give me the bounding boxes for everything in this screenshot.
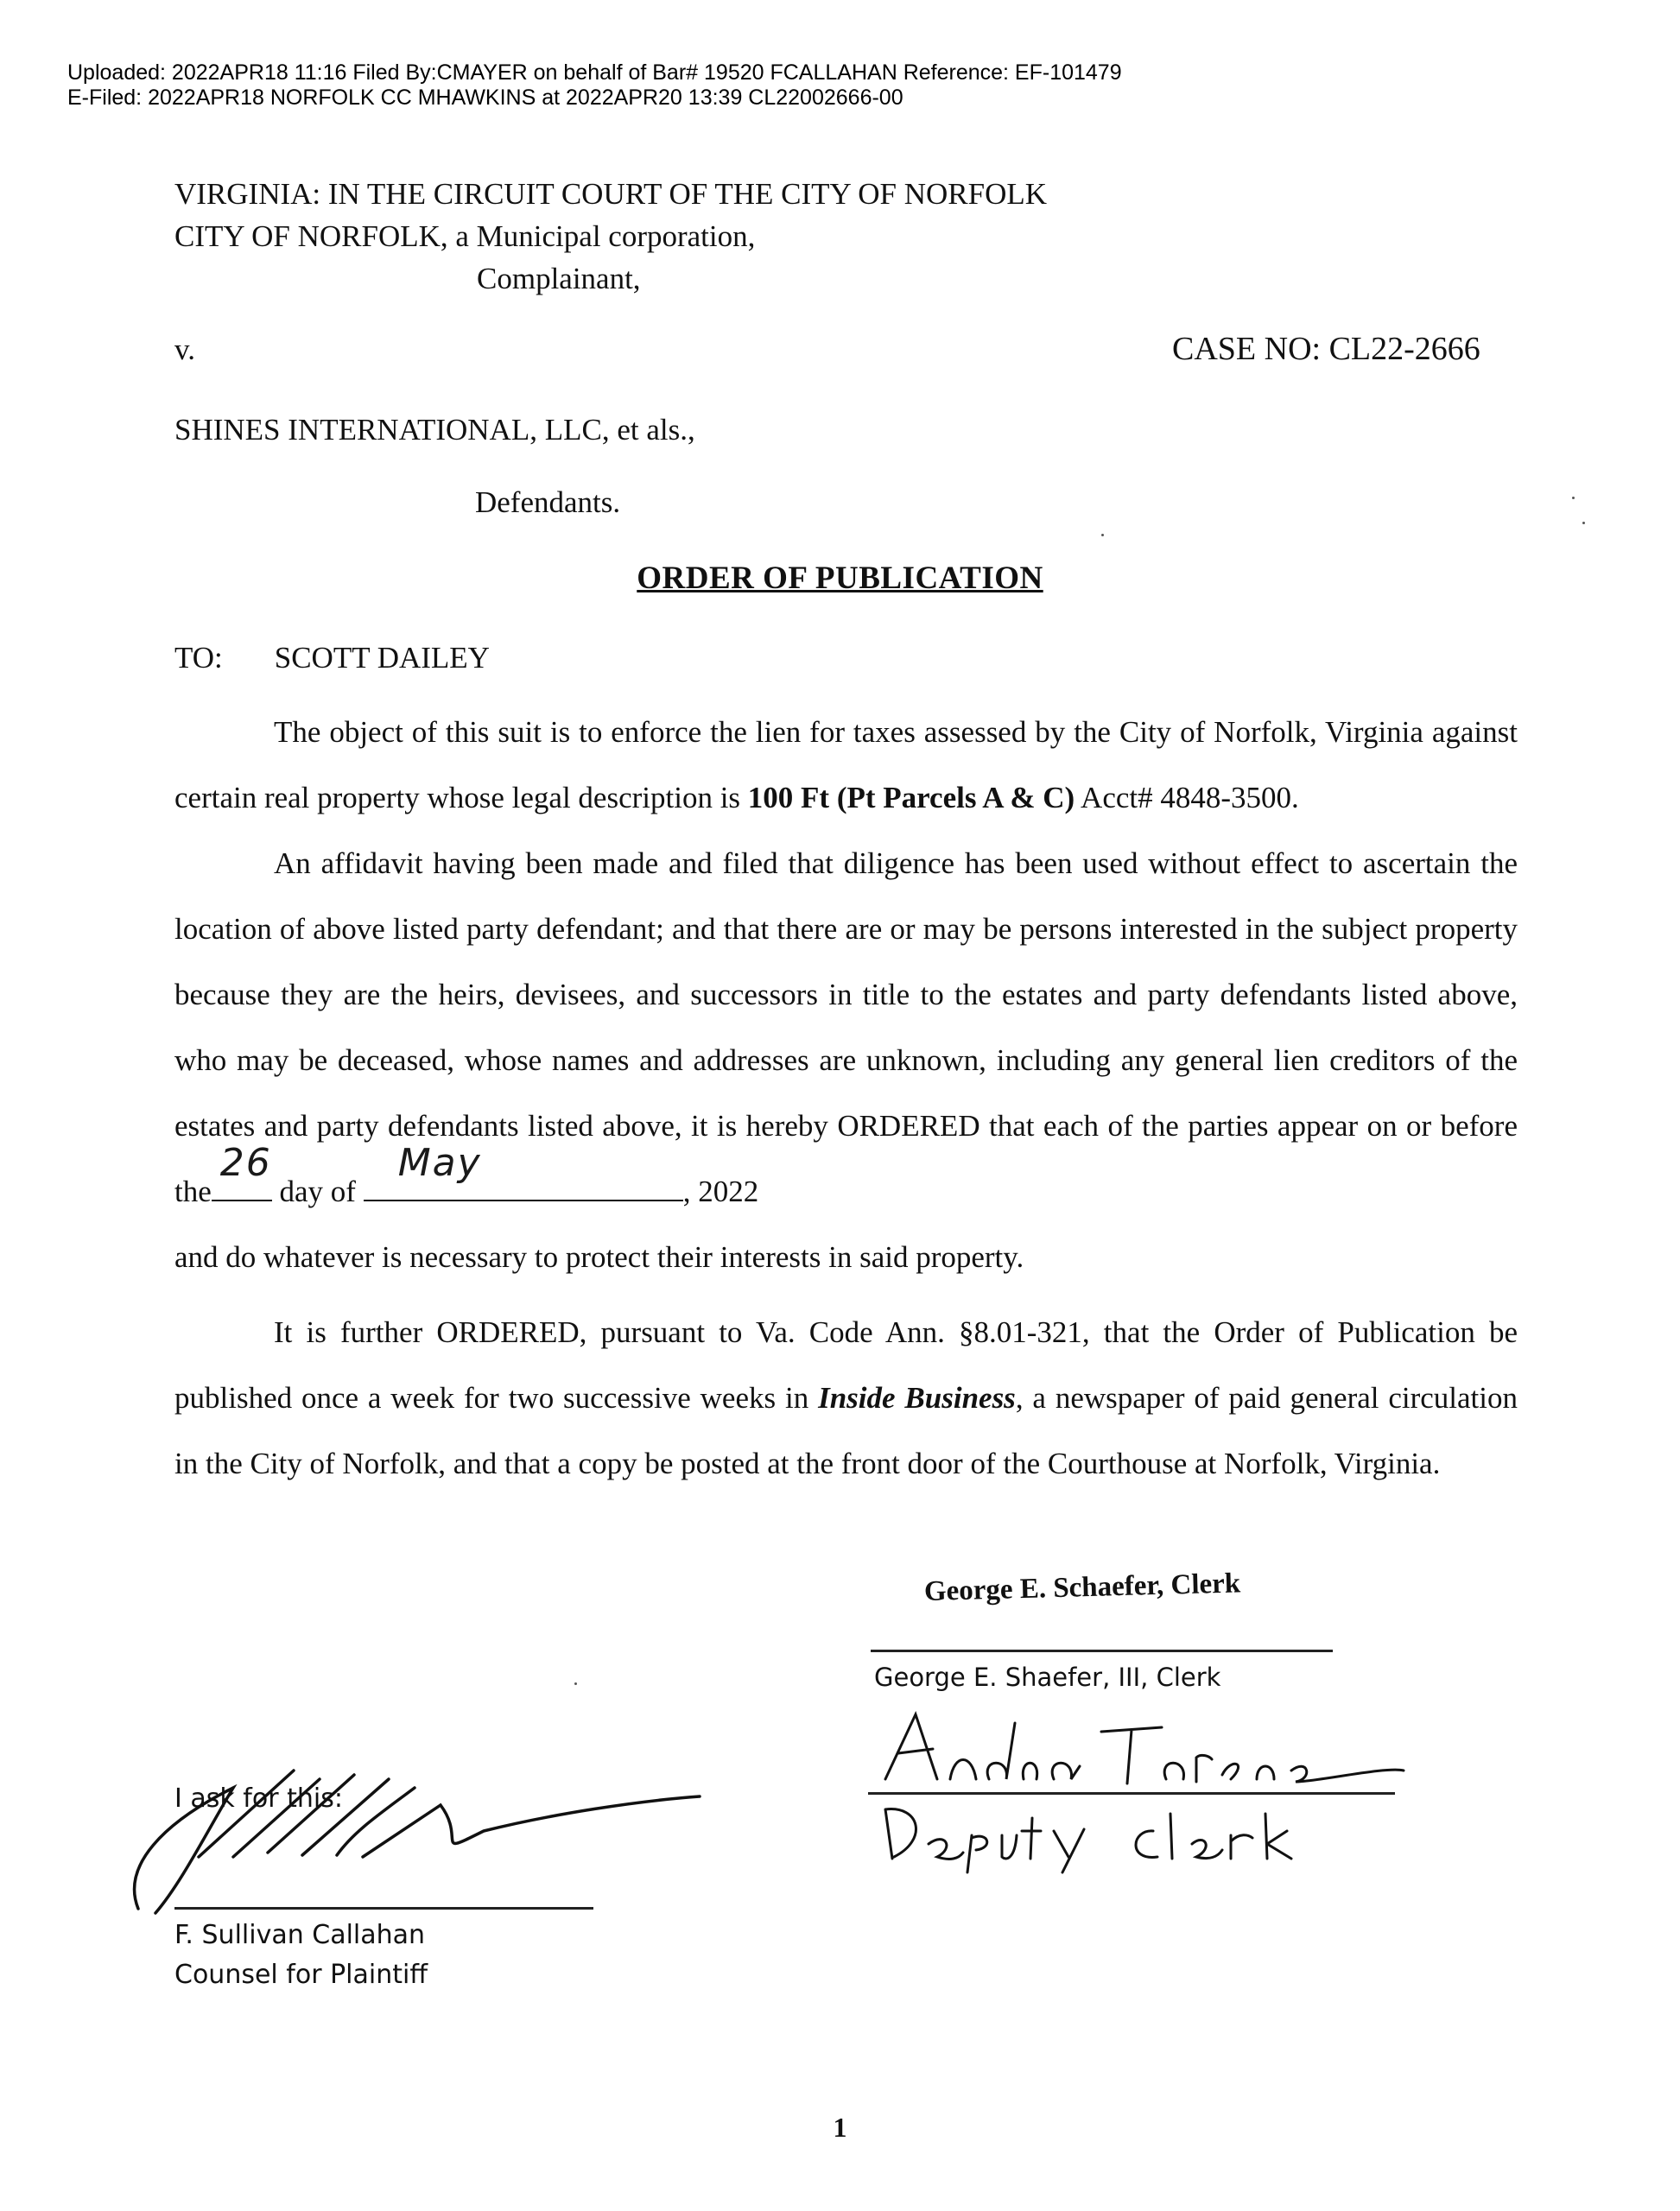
para2-text: An affidavit having been made and filed that diligence has been used without effect to ascertain the location of above listed party defendant; and that there are or may be persons interested in the subject property because they are the heirs, devisees, and successors in title to the estates and party defendants listed above, who may be deceased, whose names and addresses are unknown, including any general lien creditors of the estates and party defendants listed above, it is hereby ORDERED that each of the parties appear on or before the — [174, 846, 1518, 1208]
attorney-name: F. Sullivan Callahan — [174, 1920, 426, 1950]
month-blank — [364, 1141, 683, 1201]
para1-text-b: Acct# 4848-3500. — [1075, 781, 1299, 814]
scan-speck — [1101, 534, 1104, 536]
deputy-clerk-signature — [868, 1706, 1421, 1792]
attorney-role: Counsel for Plaintiff — [174, 1960, 428, 1990]
para2-tail: and do whatever is necessary to protect their interests in said property. — [174, 1240, 1024, 1274]
clerk-stamp: George E. Schaefer, Clerk — [923, 1568, 1241, 1607]
paragraph-publication — [174, 1300, 1518, 1497]
handwritten-month: May — [397, 1141, 482, 1185]
to-label: TO: — [174, 641, 223, 675]
paragraph-object-of-suit — [174, 700, 1518, 831]
addressee-name: SCOTT DAILEY — [274, 641, 490, 675]
attorney-signature — [104, 1753, 726, 1917]
deputy-clerk-label-handwritten — [868, 1796, 1352, 1874]
para1-text-a: The object of this suit is to enforce the lien for taxes assessed by the City of Norfolk, Virginia against certain real property whose legal description is — [174, 715, 1518, 814]
versus: v. — [174, 333, 195, 366]
attorney-block — [174, 1916, 428, 1995]
para3-text-b: , a newspaper of paid general circulation in the City of Norfolk, and that a copy be posted at the front door of the Courthouse at Norfolk, Virginia. — [174, 1381, 1518, 1480]
day-of-label: day of — [279, 1175, 356, 1208]
handwritten-day: 26 — [219, 1141, 272, 1185]
upload-line: Uploaded: 2022APR18 11:16 Filed By:CMAYER on behalf of Bar# 19520 FCALLAHAN Reference: EF-101479 — [67, 60, 1122, 85]
year-text: , 2022 — [682, 1175, 759, 1208]
deputy-signature-line — [868, 1792, 1395, 1795]
case-caption — [174, 173, 1047, 300]
efiling-stamp-header — [67, 60, 1122, 111]
defendant-role: Defendants. — [475, 485, 621, 519]
ask-for-this-label: I ask for this: — [174, 1783, 343, 1814]
defendant-name: SHINES INTERNATIONAL, LLC, et als., — [174, 413, 695, 447]
scan-speck — [574, 1682, 577, 1685]
scan-speck — [1582, 522, 1585, 524]
plaintiff-name: CITY OF NORFOLK, a Municipal corporation, — [174, 219, 756, 253]
clerk-name: George E. Shaefer, III, Clerk — [874, 1663, 1221, 1692]
court-name: VIRGINIA: IN THE CIRCUIT COURT OF THE CITY OF NORFOLK — [174, 177, 1048, 211]
efiled-line: E-Filed: 2022APR18 NORFOLK CC MHAWKINS at 2022APR20 13:39 CL22002666-00 — [67, 86, 903, 110]
legal-description: 100 Ft (Pt Parcels A & C) — [747, 781, 1075, 814]
page-number: 1 — [833, 2112, 847, 2143]
day-blank — [212, 1141, 272, 1201]
attorney-signature-line — [174, 1907, 593, 1910]
case-number: CASE NO: CL22-2666 — [1172, 331, 1480, 367]
para3-text-a: It is further ORDERED, pursuant to Va. Code Ann. §8.01-321, that the Order of Publication be published once a week for two successive weeks in — [174, 1315, 1518, 1415]
clerk-signature-line — [871, 1650, 1333, 1652]
document-title: ORDER OF PUBLICATION — [637, 561, 1043, 596]
paragraph-affidavit — [174, 831, 1518, 1290]
addressee — [174, 641, 490, 675]
newspaper-name: Inside Business — [818, 1381, 1016, 1415]
scan-speck — [1572, 497, 1575, 499]
plaintiff-role: Complainant, — [477, 262, 641, 295]
